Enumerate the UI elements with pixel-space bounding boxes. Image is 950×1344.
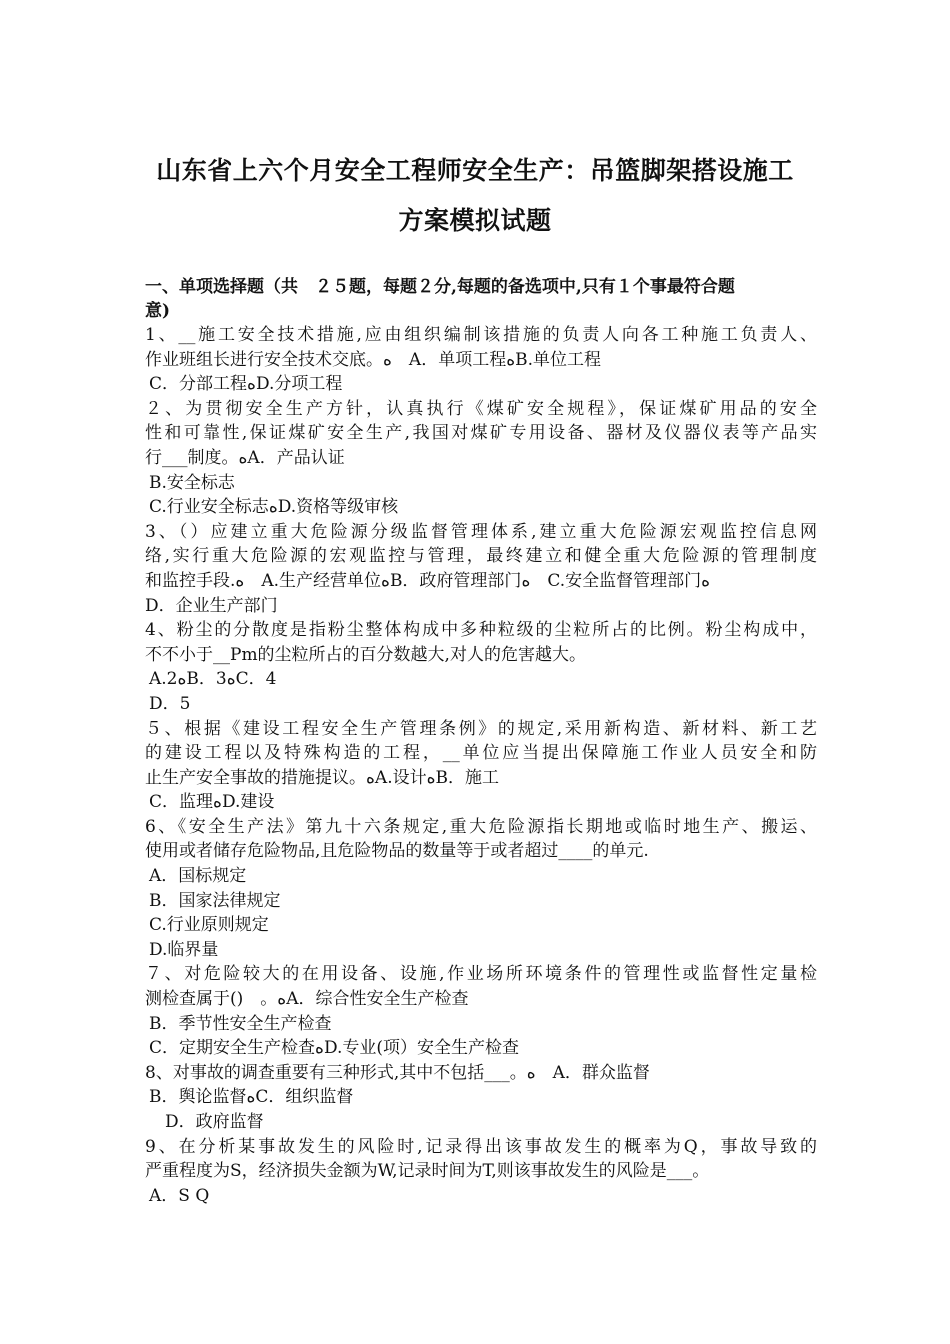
question-3-line-2: 络,实行重大危险源的宏观监控与管理，最终建立和健全重大危险源的管理制度 xyxy=(145,546,817,567)
question-2-options-cd: C.行业安全标志ﻩD.资格等级审核 xyxy=(149,497,399,518)
question-4-line-2: 不不小于__Pm的尘粒所占的百分数越大,对人的危害越大。 xyxy=(145,644,586,665)
question-1-options: C．分部工程ﻩD.分项工程 xyxy=(149,374,343,395)
question-list xyxy=(145,323,817,1208)
question-7-line-1: ７、对危险较大的在用设备、设施,作业场所环境条件的管理性或监督性定量检 xyxy=(145,964,817,985)
question-6-option-c: C.行业原则规定 xyxy=(149,915,269,936)
question-6-option-a: A．国标规定 xyxy=(149,866,247,887)
question-6-option-d: D.临界量 xyxy=(149,939,219,960)
question-3-line-3: 和监控手段.ﻩ A.生产经营单位ﻩB．政府管理部门ﻩ C.安全监督管理部门ﻩ xyxy=(145,570,711,591)
question-4-line-1: 4、粉尘的分散度是指粉尘整体构成中多种粒级的尘粒所占的比例。粉尘构成中， xyxy=(145,620,817,641)
question-6-line-1: 6、《安全生产法》第九十六条规定,重大危险源指长期地或临时地生产、搬运、 xyxy=(145,816,817,837)
question-2-option-b: B.安全标志 xyxy=(149,472,235,493)
question-8-options-bc: B．舆论监督ﻩC．组织监督 xyxy=(149,1087,354,1108)
question-6-line-2: 使用或者储存危险物品,且危险物品的数量等于或者超过____的单元. xyxy=(145,841,649,862)
question-4-option-d: D．5 xyxy=(149,693,191,714)
question-9-option-a: A．S Q xyxy=(149,1185,210,1206)
question-7-line-2: 测检查属于() 。ﻩA．综合性安全生产检查 xyxy=(145,989,469,1010)
section-heading xyxy=(145,275,810,323)
question-8-line-1: 8、对事故的调查重要有三种形式,其中不包括___。ﻩ A．群众监督 xyxy=(145,1062,650,1083)
question-8-option-d: D．政府监督 xyxy=(165,1112,264,1132)
question-9-line-1: 9、在分析某事故发生的风险时,记录得出该事故发生的概率为Q，事故导致的 xyxy=(145,1136,817,1157)
question-1-line-1: 1、__施工安全技术措施,应由组织编制该措施的负责人向各工种施工负责人、 xyxy=(145,325,817,345)
question-5-line-1: ５、根据《建设工程安全生产管理条例》的规定,采用新构造、新材料、新工艺 xyxy=(145,718,817,739)
question-1-line-2: 作业班组长进行安全技术交底。ﻩ A．单项工程ﻩB.单位工程 xyxy=(145,349,602,370)
question-6-option-b: B．国家法律规定 xyxy=(149,890,281,911)
question-7-options-cd: C．定期安全生产检查ﻩD.专业(项）安全生产检查 xyxy=(149,1038,519,1059)
question-3-line-1: 3、（）应建立重大危险源分级监督管理体系,建立重大危险源宏观监控信息网 xyxy=(145,521,817,542)
question-3-option-d: D．企业生产部门 xyxy=(145,595,278,616)
question-2-line-2: 性和可靠性,保证煤矿安全生产,我国对煤矿专用设备、器材及仪器仪表等产品实 xyxy=(145,423,817,444)
question-4-options-abc: A.2ﻩB．3ﻩC．4 xyxy=(149,669,277,690)
question-7-option-b: B．季节性安全生产检查 xyxy=(149,1013,332,1034)
question-2-line-3: 行___制度。ﻩA．产品认证 xyxy=(145,447,345,468)
question-2-line-1: ２、为贯彻安全生产方针，认真执行《煤矿安全规程》，保证煤矿用品的安全 xyxy=(145,398,817,419)
document-title-line-1: 山东省上六个月安全工程师安全生产：吊篮脚架搭设施工 xyxy=(156,156,794,185)
document-title-line-2: 方案模拟试题 xyxy=(398,206,552,235)
question-5-options-cd: C．监理ﻩD.建设 xyxy=(149,792,275,813)
question-9-line-2: 严重程度为S，经济损失金额为W,记录时间为T,则该事故发生的风险是___。 xyxy=(145,1161,710,1182)
question-5-line-3: 止生产安全事故的措施提议。ﻩA.设计ﻩB．施工 xyxy=(145,767,500,788)
question-5-line-2: 的建设工程以及特殊构造的工程，__单位应当提出保障施工作业人员安全和防 xyxy=(145,743,817,764)
section-heading-line-2: 意) xyxy=(145,301,171,321)
section-heading-line-1: 一、单项选择题（共 ２５题，每题２分,每题的备选项中,只有１个事最符合题 xyxy=(145,277,735,297)
